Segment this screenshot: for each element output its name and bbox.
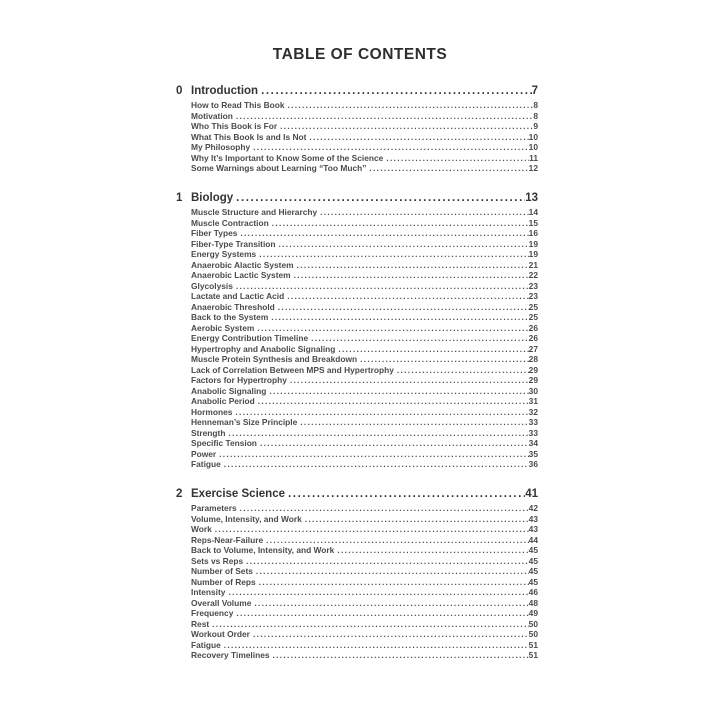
entry-page-number: 26 — [528, 322, 538, 333]
entry-page-number: 29 — [528, 375, 538, 385]
entry-title: Anabolic Period — [191, 396, 255, 406]
entry-title: Fatigue — [191, 639, 221, 650]
toc-entry-row — [191, 629, 538, 640]
toc-entry-row — [191, 503, 538, 514]
entry-title: Anaerobic Lactic System — [191, 270, 291, 280]
entry-page-number: 27 — [528, 343, 538, 354]
entry-title: Muscle Contraction — [191, 217, 269, 228]
toc-section-heading — [176, 487, 538, 501]
toc-entry-row — [191, 598, 538, 609]
entry-title: Energy Systems — [191, 249, 257, 259]
entry-title: Lactate and Lactic Acid — [191, 291, 285, 301]
entry-page-number: 28 — [528, 354, 538, 364]
toc-entry-row — [191, 386, 538, 397]
section-page-number: 41 — [525, 487, 538, 500]
entry-title: How to Read This Book — [191, 100, 285, 110]
entry-title: Workout Order — [191, 629, 250, 639]
toc-entry-row — [191, 545, 538, 556]
dot-leader — [263, 535, 529, 546]
toc-entry-row — [191, 535, 538, 546]
dot-leader — [253, 566, 529, 577]
toc-entry-row — [191, 577, 538, 588]
entry-title: Glycolysis — [191, 280, 233, 291]
entry-title: Muscle Structure and Hierarchy — [191, 207, 318, 217]
dot-leader — [233, 608, 528, 619]
dot-leader — [209, 619, 529, 630]
entry-title: Reps-Near-Failure — [191, 534, 264, 545]
entry-title: Frequency — [191, 608, 234, 618]
entry-title: Anaerobic Threshold — [191, 301, 275, 312]
dot-leader — [243, 556, 529, 567]
dot-leader — [394, 365, 529, 376]
toc-entry-row — [191, 428, 538, 439]
dot-leader — [306, 132, 528, 143]
table-of-contents — [176, 84, 538, 661]
entry-title: Anaerobic Alactic System — [191, 259, 294, 270]
dot-leader — [268, 312, 528, 323]
toc-entry-row — [191, 207, 538, 218]
toc-entry-row — [191, 587, 538, 598]
dot-leader — [285, 487, 525, 501]
dot-leader — [294, 260, 529, 271]
dot-leader — [233, 191, 525, 205]
entry-page-number: 25 — [528, 312, 538, 322]
entry-page-number: 12 — [528, 163, 538, 173]
dot-leader — [297, 417, 528, 428]
toc-entry-row — [191, 365, 538, 376]
entry-title: Number of Sets — [191, 566, 253, 576]
toc-section — [176, 191, 538, 470]
entry-title: Sets vs Reps — [191, 555, 244, 566]
entry-page-number: 33 — [528, 427, 538, 438]
toc-entry-row — [191, 333, 538, 344]
entry-title: Factors for Hypertrophy — [191, 375, 287, 385]
entry-page-number: 43 — [528, 524, 538, 534]
dot-leader — [275, 302, 529, 313]
toc-entry-row — [191, 100, 538, 111]
dot-leader — [270, 650, 529, 661]
entry-page-number: 14 — [528, 207, 538, 217]
entry-title: Intensity — [191, 587, 226, 597]
entry-page-number: 34 — [528, 438, 538, 448]
dot-leader — [335, 344, 528, 355]
toc-entry-row — [191, 153, 538, 164]
entry-page-number: 15 — [528, 217, 538, 228]
toc-entry-row — [191, 566, 538, 577]
entry-page-number: 23 — [528, 291, 538, 301]
dot-leader — [255, 396, 529, 407]
dot-leader — [383, 153, 529, 164]
toc-entry-row — [191, 375, 538, 386]
toc-entry-row — [191, 449, 538, 460]
section-title: Introduction — [191, 84, 259, 97]
toc-section-heading — [176, 191, 538, 205]
toc-entry-row — [191, 291, 538, 302]
entry-page-number: 42 — [528, 503, 538, 513]
toc-entry-row — [191, 354, 538, 365]
toc-entry-row — [191, 281, 538, 292]
dot-leader — [250, 629, 529, 640]
entry-title: Who This Book is For — [191, 121, 278, 131]
entry-page-number: 43 — [528, 513, 538, 524]
toc-entry-row — [191, 260, 538, 271]
dot-leader — [225, 428, 528, 439]
entry-title: Strength — [191, 427, 226, 438]
toc-entry-row — [191, 142, 538, 153]
entry-title: Anabolic Signaling — [191, 385, 267, 396]
toc-entry-row — [191, 407, 538, 418]
dot-leader — [317, 207, 529, 218]
entry-page-number: 21 — [528, 259, 538, 270]
section-number: 0 — [176, 84, 183, 97]
entry-title: Power — [191, 448, 217, 459]
dot-leader — [216, 449, 529, 460]
dot-leader — [357, 354, 529, 365]
dot-leader — [257, 438, 529, 449]
entry-title: Number of Reps — [191, 576, 256, 587]
dot-leader — [250, 142, 529, 153]
toc-entry-row — [191, 302, 538, 313]
section-entries — [191, 503, 538, 661]
entry-title: Why It’s Important to Know Some of the Science — [191, 152, 384, 163]
section-page-number: 13 — [525, 191, 538, 204]
toc-entry-row — [191, 312, 538, 323]
entry-title: Recovery Timelines — [191, 650, 270, 660]
toc-entry-row — [191, 556, 538, 567]
dot-leader — [225, 587, 528, 598]
entry-title: Overall Volume — [191, 597, 252, 608]
toc-entry-row — [191, 417, 538, 428]
entry-page-number: 31 — [528, 396, 538, 406]
entry-page-number: 19 — [528, 238, 538, 249]
page-title: TABLE OF CONTENTS — [272, 46, 448, 63]
entry-title: Volume, Intensity, and Work — [191, 513, 302, 524]
toc-entry-row — [191, 438, 538, 449]
dot-leader — [256, 249, 528, 260]
entry-page-number: 45 — [528, 566, 538, 576]
entry-page-number: 23 — [528, 280, 538, 291]
entry-title: Back to Volume, Intensity, and Work — [191, 545, 335, 555]
section-entries — [191, 100, 538, 174]
dot-leader — [251, 598, 528, 609]
entry-page-number: 44 — [528, 534, 538, 545]
entry-title: Muscle Protein Synthesis and Breakdown — [191, 354, 358, 364]
entry-page-number: 46 — [528, 587, 538, 597]
dot-leader — [284, 291, 528, 302]
entry-page-number: 50 — [528, 618, 538, 629]
entry-page-number: 48 — [528, 597, 538, 608]
entry-title: Fiber-Type Transition — [191, 238, 276, 249]
toc-section — [176, 84, 538, 174]
entry-title: Aerobic System — [191, 322, 255, 333]
entry-page-number: 10 — [528, 131, 538, 142]
dot-leader — [232, 407, 528, 418]
entry-page-number: 49 — [528, 608, 538, 618]
entry-page-number: 25 — [528, 301, 538, 312]
dot-leader — [276, 239, 529, 250]
entry-title: Rest — [191, 618, 210, 629]
dot-leader — [366, 163, 528, 174]
section-number: 2 — [176, 487, 183, 500]
dot-leader — [221, 640, 529, 651]
entry-page-number: 9 — [533, 121, 538, 131]
entry-title: Fiber Types — [191, 228, 238, 238]
toc-entry-row — [191, 344, 538, 355]
entry-page-number: 30 — [528, 385, 538, 396]
dot-leader — [287, 375, 529, 386]
dot-leader — [237, 228, 528, 239]
entry-title: Work — [191, 524, 212, 534]
entry-title: Specific Tension — [191, 438, 257, 448]
entry-page-number: 16 — [528, 228, 538, 238]
entry-title: My Philosophy — [191, 142, 251, 152]
section-entries — [191, 207, 538, 470]
entry-page-number: 45 — [528, 545, 538, 555]
dot-leader — [233, 111, 533, 122]
entry-title: Fatigue — [191, 459, 221, 469]
toc-entry-row — [191, 239, 538, 250]
entry-page-number: 26 — [528, 333, 538, 343]
toc-entry-row — [191, 619, 538, 630]
toc-entry-row — [191, 228, 538, 239]
entry-title: Henneman’s Size Principle — [191, 417, 298, 427]
toc-entry-row — [191, 323, 538, 334]
dot-leader — [237, 503, 529, 514]
section-number: 1 — [176, 191, 183, 204]
dot-leader — [285, 100, 534, 111]
toc-section — [176, 487, 538, 661]
entry-title: Lack of Correlation Between MPS and Hypertrophy — [191, 364, 394, 375]
dot-leader — [212, 524, 529, 535]
toc-entry-row — [191, 132, 538, 143]
dot-leader — [308, 333, 529, 344]
entry-page-number: 51 — [528, 639, 538, 650]
section-page-number: 7 — [531, 84, 538, 97]
dot-leader — [334, 545, 528, 556]
toc-entry-row — [191, 249, 538, 260]
toc-entry-row — [191, 524, 538, 535]
toc-entry-row — [191, 514, 538, 525]
dot-leader — [291, 270, 529, 281]
toc-entry-row — [191, 121, 538, 132]
entry-title: Hormones — [191, 406, 233, 417]
entry-page-number: 32 — [528, 406, 538, 417]
entry-title: What This Book Is and Is Not — [191, 131, 307, 142]
section-title: Exercise Science — [191, 487, 285, 500]
entry-page-number: 45 — [528, 576, 538, 587]
toc-entry-row — [191, 111, 538, 122]
entry-page-number: 45 — [528, 555, 538, 566]
entry-page-number: 50 — [528, 629, 538, 639]
entry-page-number: 8 — [533, 110, 538, 121]
toc-entry-row — [191, 608, 538, 619]
entry-title: Parameters — [191, 503, 237, 513]
dot-leader — [302, 514, 529, 525]
entry-page-number: 36 — [528, 459, 538, 469]
entry-page-number: 51 — [528, 650, 538, 660]
toc-entry-row — [191, 650, 538, 661]
toc-section-heading — [176, 84, 538, 98]
dot-leader — [233, 281, 529, 292]
toc-entry-row — [191, 640, 538, 651]
toc-entry-row — [191, 218, 538, 229]
entry-title: Energy Contribution Timeline — [191, 333, 309, 343]
entry-page-number: 22 — [528, 270, 538, 280]
entry-page-number: 11 — [529, 152, 538, 163]
entry-page-number: 29 — [528, 364, 538, 375]
entry-page-number: 33 — [528, 417, 538, 427]
entry-page-number: 8 — [533, 100, 538, 110]
dot-leader — [277, 121, 533, 132]
dot-leader — [266, 386, 528, 397]
dot-leader — [221, 459, 529, 470]
entry-title: Hypertrophy and Anabolic Signaling — [191, 343, 336, 354]
toc-entry-row — [191, 459, 538, 470]
entry-page-number: 10 — [528, 142, 538, 152]
entry-page-number: 35 — [528, 448, 538, 459]
dot-leader — [256, 577, 529, 588]
dot-leader — [269, 218, 529, 229]
entry-title: Some Warnings about Learning “Too Much” — [191, 163, 367, 173]
dot-leader — [258, 84, 532, 98]
toc-entry-row — [191, 270, 538, 281]
toc-entry-row — [191, 163, 538, 174]
entry-title: Motivation — [191, 110, 233, 121]
section-title: Biology — [191, 191, 234, 204]
toc-entry-row — [191, 396, 538, 407]
entry-page-number: 19 — [528, 249, 538, 259]
entry-title: Back to the System — [191, 312, 269, 322]
dot-leader — [254, 323, 528, 334]
